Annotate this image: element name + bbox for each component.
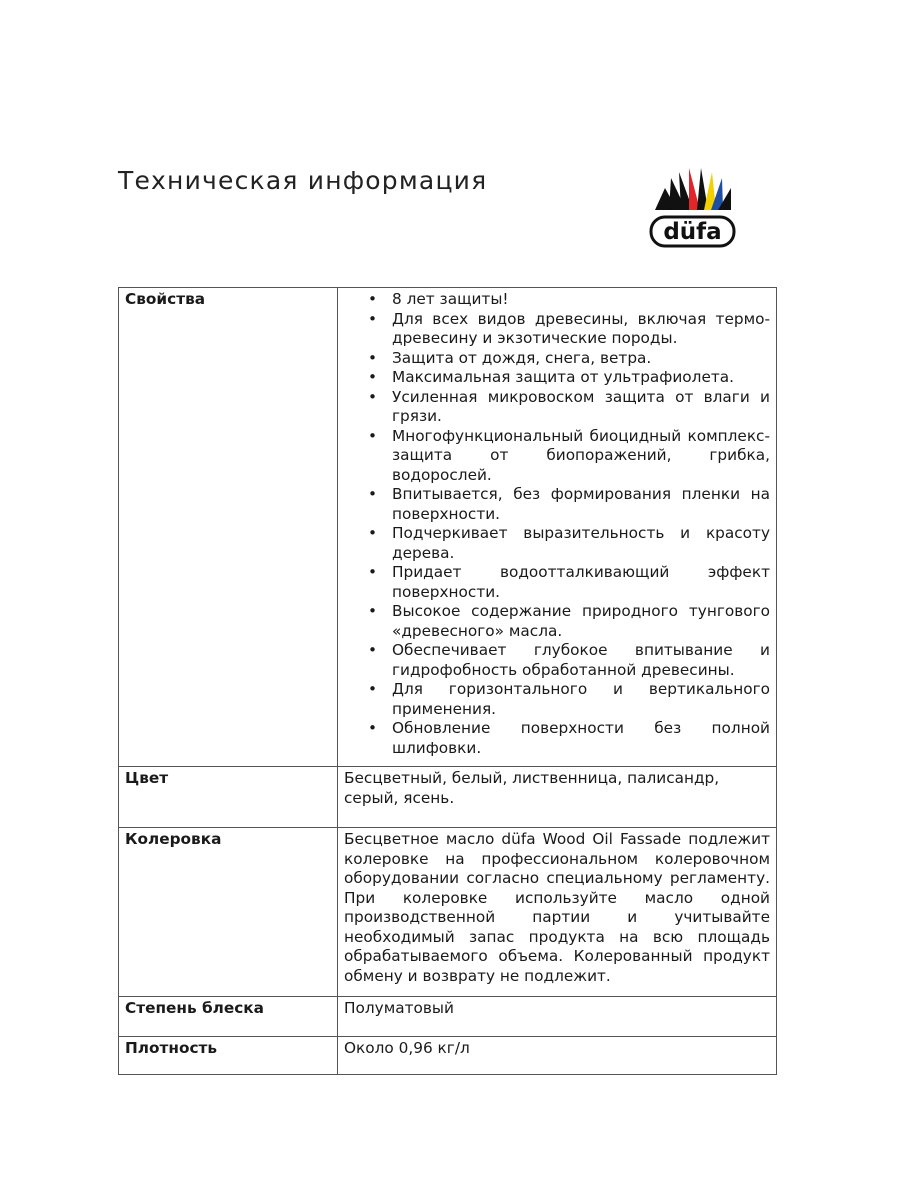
row-label-tinting: Колеровка xyxy=(119,828,338,997)
list-item: • Подчеркивает выразительность и красоту дерева. xyxy=(368,524,770,563)
tinting-value: Бесцветное масло düfa Wood Oil Fassade подлежит колеровке на профессиональном колеровочном оборудовании согласно специальному регламенту. При колеровке используйте масло одной производственной партии и учитывайте необходимый запас продукта на всю площадь обрабатываемого объема. Колерованный продукт обмену и возврату не подлежит. xyxy=(338,828,777,997)
list-item: • Придает водоотталкивающий эффект поверхности. xyxy=(368,563,770,602)
table-row-properties xyxy=(119,288,777,767)
list-item: • Максимальная защита от ультрафиолета. xyxy=(368,368,770,388)
list-item: • Впитывается, без формирования пленки на поверхности. xyxy=(368,485,770,524)
row-label-color: Цвет xyxy=(119,767,338,828)
table-row-gloss xyxy=(119,997,777,1037)
color-value: Бесцветный, белый, лиственница, палисандр, серый, ясень. xyxy=(338,767,777,828)
page-title: Техническая информация xyxy=(118,166,488,195)
row-label-properties: Свойства xyxy=(119,288,338,767)
density-value: Около 0,96 кг/л xyxy=(338,1037,777,1075)
table-row-color xyxy=(119,767,777,828)
list-item: • Высокое содержание природного тунгового «древесного» масла. xyxy=(368,602,770,641)
list-item: • Обновление поверхности без полной шлифовки. xyxy=(368,719,770,758)
row-label-gloss: Степень блеска xyxy=(119,997,338,1037)
list-item: • Обеспечивает глубокое впитывание и гидрофобность обработанной древесины. xyxy=(368,641,770,680)
list-item: • Для всех видов древесины, включая термо-древесину и экзотические породы. xyxy=(368,310,770,349)
logo-fan-icon xyxy=(655,168,731,210)
list-item: • 8 лет защиты! xyxy=(368,290,770,310)
gloss-value: Полуматовый xyxy=(338,997,777,1037)
list-item: • Защита от дождя, снега, ветра. xyxy=(368,349,770,369)
tech-info-table xyxy=(118,287,777,1075)
list-item: • Многофункциональный биоцидный комплекс-защита от биопоражений, грибка, водорослей. xyxy=(368,427,770,486)
list-item: • Усиленная микровоском защита от влаги и грязи. xyxy=(368,388,770,427)
table-row-density xyxy=(119,1037,777,1075)
row-label-density: Плотность xyxy=(119,1037,338,1075)
list-item: • Для горизонтального и вертикального применения. xyxy=(368,680,770,719)
properties-cell xyxy=(338,288,777,767)
dufa-logo xyxy=(645,160,740,250)
properties-list xyxy=(344,290,770,766)
table-row-tinting xyxy=(119,828,777,997)
logo-text: düfa xyxy=(663,219,722,245)
